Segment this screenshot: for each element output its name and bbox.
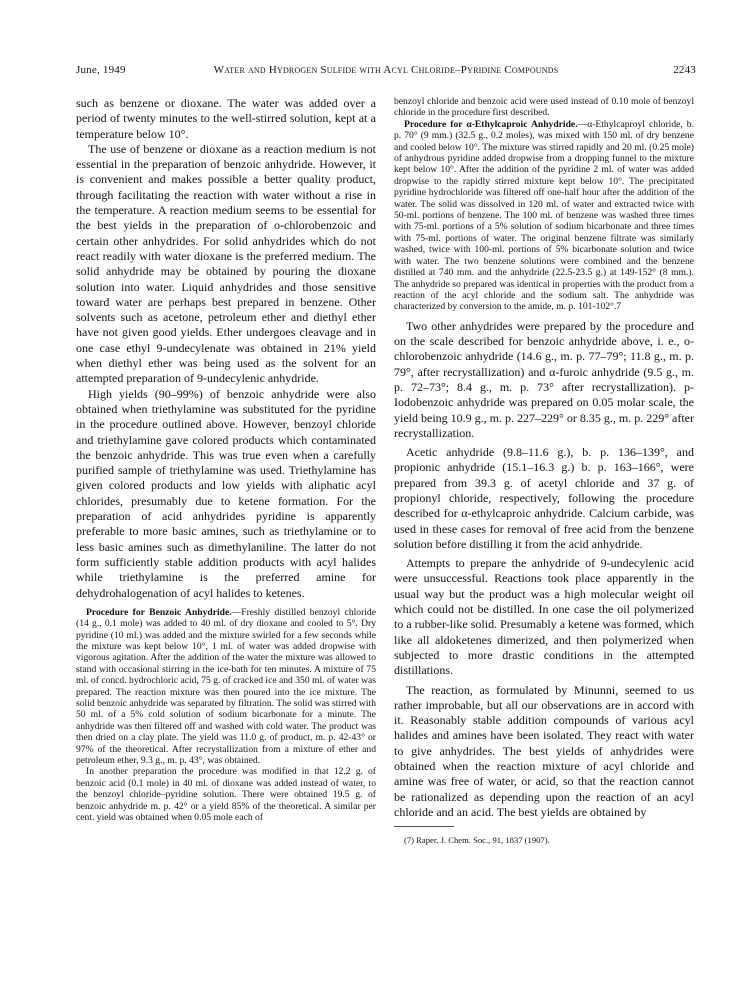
right-column (394, 96, 694, 846)
left-column (76, 96, 376, 824)
paragraph: benzoyl chloride and benzoic acid were used instead of 0.10 mole of benzoyl chloride in the procedure first described. (394, 96, 694, 119)
paragraph: The use of benzene or dioxane as a reaction medium is not essential in the preparation of benzoic anhydride. However, it is convenient and makes possible a better quality product, through facilitating the reaction with water without a rise in the temperature. A reaction medium seems to be essential for the best yields in the preparation of o-chlorobenzoic and certain other anhydrides. For solid anhydrides which do not react readily with water dioxane is the preferred medium. The solid anhydride may be obtained by pouring the dioxane solution into water. Liquid anhydrides and those sensitive toward water are perhaps best prepared in benzene. Other solvents such as acetone, petroleum ether and diethyl ether have not given good yields. Ether undergoes cleavage and in one case ethyl 9-undecylenate was obtained in 21% yield when diethyl ether was being used as the solvent for an attempted preparation of 9-undecylenic anhydride. (76, 141, 376, 386)
paragraph: High yields (90–99%) of benzoic anhydride were also obtained when triethylamine was substituted for the pyridine in the procedure outlined above. However, benzoyl chloride and triethylamine gave colored products which contaminated the benzoic anhydride. This was true even when a carefully purified sample of triethylamine was used. Triethylamine has given colored products and low yields with aliphatic acyl chlorides, presumably due to ketene formation. For the preparation of acid anhydrides pyridine is apparently preferable to more basic amines, such as triethylamine or to less basic amines such as dimethylaniline. The latter do not form sufficiently stable addition products with acyl halides while triethylamine is the preferred amine for dehydrohalogenation of acyl halides to ketenes. (76, 386, 376, 600)
paragraph: such as benzene or dioxane. The water was added over a period of twenty minutes to the well-stirred solution, kept at a temperature below 10°. (76, 96, 376, 141)
header-title: Water and Hydrogen Sulfide with Acyl Chloride–Pyridine Compounds (213, 64, 559, 76)
paragraph: Acetic anhydride (9.8–11.6 g.), b. p. 136–139°, and propionic anhydride (15.1–16.3 g.) b. p. 163–166°, were prepared from 39.3 g. of acetyl chloride and 37 g. of propionyl chloride, respectively, following the procedure described for α-ethylcaproic anhydride. Calcium carbide, was used in these cases for removal of free acid from the benzene solution before distilling it from the acid anhydride. (394, 445, 694, 551)
footnote: (7) Raper, J. Chem. Soc., 91, 1837 (1907). (404, 835, 550, 846)
paragraph: Attempts to prepare the anhydride of 9-undecylenic acid were unsuccessful. Reactions took place apparently in the usual way but the product was a high molecular weight oil which could not be distilled. In one case the oil polymerized to a rubber-like solid. Presumably a ketene was formed, which like all aldoketenes dimerized, and then polymerized when subjected to more drastic conditions in the attempted distillations. (394, 556, 695, 678)
procedure-text: —α-Ethylcaproyl chloride, b. p. 70° (9 mm.) (32.5 g., 0.2 moles), was mixed with 150 ml. of dry benzene and cooled below 10°. The mixture was stirred rapidly and 20 ml. (0.25 mole) of anhydrous pyridine added dropwise from a dropping funnel to the mixture kept below 10°. After the addition of the pyridine 2 ml. of water was added dropwise to the rapidly stirred mixture kept below 10°. The precipitated pyridine hydrochloride was filtered off one-half hour after the addition of the water. The solid was dissolved in 120 ml. of water and extracted twice with 50-ml. portions of benzene. The 100 ml. of benzene was washed three times with 75-ml. portions of a 5% solution of sodium bicarbonate and three times with 75-ml. portions of water. The original benzene filtrate was similarly washed, twice with 100-ml. portions of 5% bicarbonate solution and twice with water. The two benzene solutions were combined and the benzene distilled at 740 mm. and the anhydride (22.5-23.5 g.) at 149-152° (8 mm.). The anhydride so prepared was identical in properties with the product from a reaction of the acyl chloride and the sodium salt. The anhydride was characterized by conversion to the amide, m. p. 101-102°.7 (394, 118, 694, 313)
procedure-text: —Freshly distilled benzoyl chloride (14 g., 0.1 mole) was added to 40 ml. of dry dioxane and cooled to 5°. Dry pyridine (10 ml.) was added and the mixture swirled for a few seconds while the mixture was kept below 10°, 1 ml. of water was added dropwise with vigorous agitation. After the addition of the water the mixture was allowed to stand with occasional stirring in the ice-bath for ten minutes. A mixture of 75 ml. of concd. hydrochloric acid, 75 g. of cracked ice and 350 ml. of water was prepared. The reaction mixture was then poured into the ice mixture. The solid benzoic anhydride was separated by filtration. The solid was stirred with 50 ml. of a 5% cold solution of sodium bicarbonate for a minute. The anhydride was then filtered off and washed with cold water. The product was then dried on a clay plate. The yield was 11.0 g. of product, m. p. 42-43° or 97% of the theoretical. After recrystallization from a mixture of ether and petroleum ether, 9.3 g., m. p. 43°, was obtained. (76, 606, 376, 767)
paragraph: The reaction, as formulated by Minunni, seemed to us rather improbable, but all our observations are in accord with it. Reasonably stable addition compounds of various acyl halides and amines have been isolated. They react with water to give anhydrides. The best yields of anhydrides were obtained when the reaction mixture of acyl chloride and amine was free of water, or acid, so that the reaction cannot be rationalized as depending upon the reaction of an acyl chloride and an acid. The best yields are obtained by (394, 682, 694, 819)
page-number: 2243 (673, 64, 696, 76)
header-date: June, 1949 (76, 64, 126, 76)
procedure-heading: Procedure for Benzoic Anhydride. (86, 606, 232, 618)
footnote-rule (394, 826, 454, 827)
running-header (76, 64, 696, 80)
paragraph: In another preparation the procedure was modified in that 12.2 g. of benzoic acid (0.1 mole) in 40 ml. of dioxane was added instead of water, to the benzoyl chloride–pyridine solution. There were obtained 19.5 g. of benzoic anhydride m. p. 42° or a yield 85% of the theoretical. A similar per cent. yield was obtained when 0.05 mole each of (76, 766, 376, 824)
procedure-heading: Procedure for α-Ethylcaproic Anhydride. (404, 118, 578, 130)
procedure-ethylcaproic-anhydride (394, 119, 694, 313)
paragraph: Two other anhydrides were prepared by the procedure and on the scale described for benzoic anhydride above, i. e., o-chlorobenzoic anhydride (14.6 g., m. p. 77–79°; 11.8 g., m. p. 79°, after recrystallization) and α-furoic anhydride (9.5 g., m. p. 72–73°; 8.4 g., m. p. 73° after recrystallization). p-Iodobenzoic anhydride was prepared on 0.05 molar scale, the yield being 10.9 g., m. p. 227–229° or 8.35 g., m. p. 229° after recrystallization. (394, 318, 694, 440)
procedure-benzoic-anhydride (76, 607, 376, 767)
